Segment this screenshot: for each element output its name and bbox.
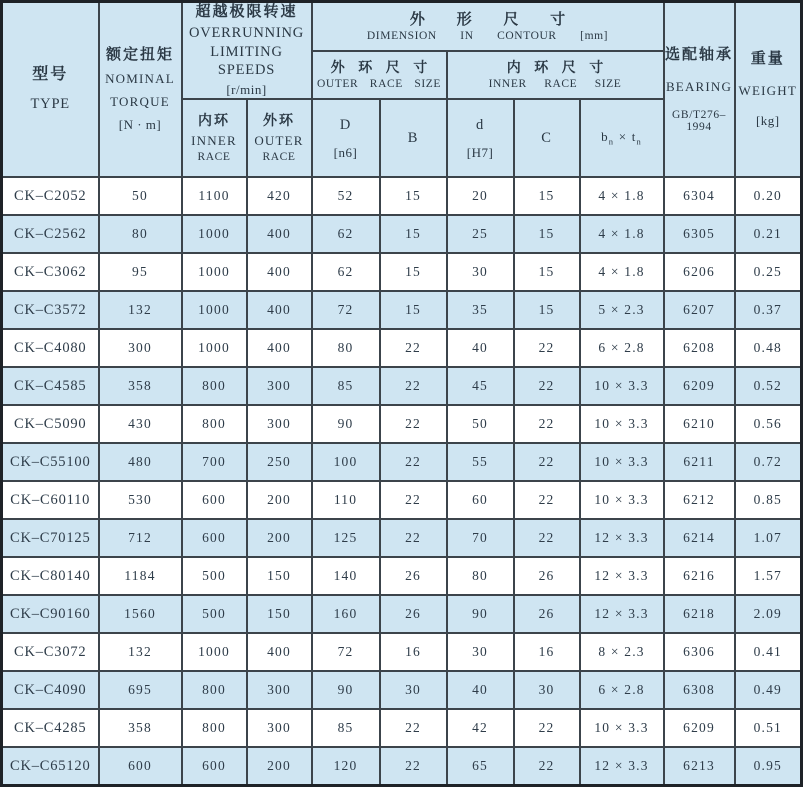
header-bearing [664, 2, 735, 178]
header-weight-en: WEIGHT [738, 82, 798, 98]
cell-inner-diameter: 45 [447, 367, 514, 405]
cell-inner-speed: 600 [182, 519, 247, 557]
cell-bearing: 6214 [664, 519, 735, 557]
cell-bearing: 6212 [664, 481, 735, 519]
header-outer-race-zh: 外环 [263, 114, 295, 130]
cell-weight: 1.57 [735, 557, 802, 595]
cell-outer-diameter: 62 [312, 215, 380, 253]
cell-bearing: 6216 [664, 557, 735, 595]
cell-type: CK–C90160 [2, 595, 99, 633]
cell-outer-width: 30 [380, 671, 447, 709]
cell-inner-diameter: 42 [447, 709, 514, 747]
cell-inner-width: 22 [514, 405, 580, 443]
cell-outer-width: 22 [380, 709, 447, 747]
cell-inner-speed: 1100 [182, 177, 247, 215]
cell-outer-width: 22 [380, 519, 447, 557]
cell-type: CK–C5090 [2, 405, 99, 443]
cell-torque: 300 [99, 329, 182, 367]
cell-outer-diameter: 120 [312, 747, 380, 785]
header-col-d [447, 99, 514, 177]
header-outer-race-en2: RACE [262, 151, 296, 164]
cell-weight: 0.21 [735, 215, 802, 253]
cell-torque: 358 [99, 367, 182, 405]
cell-keyway: 12 × 3.3 [580, 519, 664, 557]
header-inner-race-zh: 内环 [198, 114, 230, 130]
cell-inner-width: 30 [514, 671, 580, 709]
cell-outer-diameter: 80 [312, 329, 380, 367]
cell-weight: 0.37 [735, 291, 802, 329]
cell-bearing: 6306 [664, 633, 735, 671]
header-col-B [380, 99, 447, 177]
cell-type: CK–C2562 [2, 215, 99, 253]
cell-bearing: 6209 [664, 367, 735, 405]
cell-outer-width: 16 [380, 633, 447, 671]
cell-outer-diameter: 100 [312, 443, 380, 481]
cell-weight: 0.51 [735, 709, 802, 747]
table-row [2, 367, 802, 405]
cell-inner-width: 22 [514, 443, 580, 481]
cell-outer-width: 15 [380, 215, 447, 253]
cell-keyway: 5 × 2.3 [580, 291, 664, 329]
header-torque [99, 2, 182, 178]
cell-torque: 132 [99, 291, 182, 329]
cell-weight: 0.41 [735, 633, 802, 671]
cell-keyway: 4 × 1.8 [580, 177, 664, 215]
cell-type: CK–C70125 [2, 519, 99, 557]
cell-inner-diameter: 20 [447, 177, 514, 215]
cell-inner-width: 22 [514, 367, 580, 405]
cell-type: CK–C4585 [2, 367, 99, 405]
header-col-C [514, 99, 580, 177]
cell-keyway: 10 × 3.3 [580, 709, 664, 747]
header-torque-zh: 额定扭矩 [105, 47, 174, 64]
cell-bearing: 6213 [664, 747, 735, 785]
header-col-bt-formula: $b_n \times t_n$ [601, 128, 642, 147]
header-outer-race-en1: OUTER [254, 132, 304, 148]
cell-outer-speed: 300 [247, 367, 312, 405]
cell-outer-width: 22 [380, 747, 447, 785]
cell-type: CK–C60110 [2, 481, 99, 519]
cell-outer-width: 22 [380, 367, 447, 405]
cell-inner-diameter: 70 [447, 519, 514, 557]
cell-inner-width: 15 [514, 215, 580, 253]
header-inner-race-en1: INNER [191, 132, 237, 148]
cell-weight: 0.56 [735, 405, 802, 443]
cell-inner-diameter: 60 [447, 481, 514, 519]
cell-type: CK–C3062 [2, 253, 99, 291]
cell-inner-diameter: 30 [447, 253, 514, 291]
header-bearing-en: BEARING [665, 78, 733, 94]
header-torque-unit: [N · m] [118, 116, 162, 132]
cell-keyway: 12 × 3.3 [580, 595, 664, 633]
header-weight [735, 2, 802, 178]
cell-outer-width: 26 [380, 557, 447, 595]
cell-keyway: 10 × 3.3 [580, 481, 664, 519]
cell-bearing: 6208 [664, 329, 735, 367]
cell-bearing: 6210 [664, 405, 735, 443]
cell-torque: 50 [99, 177, 182, 215]
cell-outer-diameter: 125 [312, 519, 380, 557]
cell-inner-diameter: 30 [447, 633, 514, 671]
cell-outer-speed: 300 [247, 709, 312, 747]
cell-torque: 1560 [99, 595, 182, 633]
cell-torque: 600 [99, 747, 182, 785]
cell-inner-width: 22 [514, 519, 580, 557]
cell-outer-speed: 420 [247, 177, 312, 215]
cell-keyway: 12 × 3.3 [580, 557, 664, 595]
header-inner-race-en2: RACE [197, 151, 231, 164]
cell-type: CK–C3572 [2, 291, 99, 329]
cell-bearing: 6211 [664, 443, 735, 481]
cell-inner-speed: 1000 [182, 633, 247, 671]
cell-torque: 530 [99, 481, 182, 519]
cell-inner-width: 15 [514, 291, 580, 329]
cell-inner-speed: 800 [182, 709, 247, 747]
cell-outer-speed: 400 [247, 633, 312, 671]
header-col-d-unit: [H7] [466, 144, 494, 160]
cell-keyway: 6 × 2.8 [580, 329, 664, 367]
cell-outer-speed: 400 [247, 329, 312, 367]
header-type-zh: 型号 [32, 66, 69, 84]
cell-torque: 480 [99, 443, 182, 481]
cell-inner-speed: 1000 [182, 215, 247, 253]
cell-inner-width: 15 [514, 177, 580, 215]
header-speeds-unit: [r/min] [226, 82, 267, 98]
header-outer-race-size-en: OUTER RACE SIZE [317, 77, 442, 90]
cell-outer-speed: 400 [247, 291, 312, 329]
header-outer-race [247, 99, 312, 177]
header-type [2, 2, 99, 178]
cell-outer-width: 15 [380, 291, 447, 329]
cell-weight: 0.48 [735, 329, 802, 367]
cell-type: CK–C3072 [2, 633, 99, 671]
cell-inner-diameter: 25 [447, 215, 514, 253]
cell-outer-diameter: 110 [312, 481, 380, 519]
cell-outer-width: 22 [380, 481, 447, 519]
cell-bearing: 6305 [664, 215, 735, 253]
cell-outer-speed: 200 [247, 481, 312, 519]
cell-inner-diameter: 65 [447, 747, 514, 785]
cell-outer-speed: 300 [247, 405, 312, 443]
table-row [2, 291, 802, 329]
header-dimension-zh: 外 形 尺 寸 [409, 12, 580, 29]
cell-outer-width: 22 [380, 405, 447, 443]
cell-outer-diameter: 85 [312, 709, 380, 747]
cell-torque: 95 [99, 253, 182, 291]
table-row [2, 709, 802, 747]
cell-inner-speed: 500 [182, 557, 247, 595]
header-outer-race-size [312, 51, 447, 99]
header-col-bt [580, 99, 664, 177]
header-speeds-en2: LIMITING SPEEDS [210, 43, 283, 79]
cell-keyway: 12 × 3.3 [580, 747, 664, 785]
table-row [2, 747, 802, 785]
cell-bearing: 6207 [664, 291, 735, 329]
cell-outer-speed: 400 [247, 215, 312, 253]
cell-keyway: 10 × 3.3 [580, 405, 664, 443]
cell-inner-speed: 800 [182, 671, 247, 709]
header-outer-race-size-zh: 外 环 尺 寸 [330, 61, 433, 77]
cell-outer-speed: 150 [247, 595, 312, 633]
cell-outer-speed: 200 [247, 747, 312, 785]
cell-outer-width: 22 [380, 443, 447, 481]
cell-inner-speed: 1000 [182, 253, 247, 291]
header-inner-race-size-en: INNER RACE SIZE [488, 77, 622, 90]
cell-weight: 0.72 [735, 443, 802, 481]
cell-keyway: 6 × 2.8 [580, 671, 664, 709]
table-row [2, 671, 802, 709]
cell-inner-diameter: 50 [447, 405, 514, 443]
header-bearing-zh: 选配轴承 [665, 46, 734, 63]
cell-bearing: 6218 [664, 595, 735, 633]
header-inner-race [182, 99, 247, 177]
table-row [2, 253, 802, 291]
header-inner-race-size-zh: 内 环 尺 寸 [506, 61, 609, 77]
cell-outer-speed: 400 [247, 253, 312, 291]
cell-inner-width: 16 [514, 633, 580, 671]
cell-torque: 1184 [99, 557, 182, 595]
cell-type: CK–C55100 [2, 443, 99, 481]
cell-inner-speed: 800 [182, 367, 247, 405]
table-header [2, 2, 802, 178]
cell-type: CK–C4285 [2, 709, 99, 747]
cell-inner-width: 22 [514, 481, 580, 519]
cell-outer-width: 15 [380, 177, 447, 215]
cell-outer-width: 15 [380, 253, 447, 291]
cell-type: CK–C4080 [2, 329, 99, 367]
cell-outer-speed: 200 [247, 519, 312, 557]
header-col-D [312, 99, 380, 177]
cell-type: CK–C80140 [2, 557, 99, 595]
cell-outer-speed: 300 [247, 671, 312, 709]
cell-inner-diameter: 35 [447, 291, 514, 329]
table-row [2, 633, 802, 671]
table-row [2, 481, 802, 519]
cell-type: CK–C2052 [2, 177, 99, 215]
cell-outer-diameter: 72 [312, 291, 380, 329]
spec-table-body [2, 177, 802, 785]
cell-outer-diameter: 52 [312, 177, 380, 215]
cell-inner-speed: 1000 [182, 329, 247, 367]
table-row [2, 177, 802, 215]
table-row [2, 595, 802, 633]
cell-inner-diameter: 90 [447, 595, 514, 633]
header-torque-en2: TORQUE [110, 94, 170, 110]
header-col-B-symbol: B [407, 129, 419, 146]
cell-keyway: 4 × 1.8 [580, 253, 664, 291]
header-speeds [182, 2, 312, 100]
table-row [2, 557, 802, 595]
cell-keyway: 4 × 1.8 [580, 215, 664, 253]
cell-keyway: 10 × 3.3 [580, 443, 664, 481]
cell-weight: 0.52 [735, 367, 802, 405]
header-dimension [312, 2, 664, 52]
cell-weight: 1.07 [735, 519, 802, 557]
header-col-C-symbol: C [541, 129, 552, 146]
header-weight-unit: [kg] [755, 113, 780, 129]
header-inner-race-size [447, 51, 664, 99]
cell-outer-diameter: 85 [312, 367, 380, 405]
cell-torque: 430 [99, 405, 182, 443]
cell-inner-width: 26 [514, 557, 580, 595]
cell-type: CK–C4090 [2, 671, 99, 709]
table-row [2, 329, 802, 367]
cell-inner-width: 22 [514, 709, 580, 747]
cell-torque: 80 [99, 215, 182, 253]
cell-bearing: 6206 [664, 253, 735, 291]
cell-bearing: 6209 [664, 709, 735, 747]
cell-outer-width: 22 [380, 329, 447, 367]
cell-weight: 0.49 [735, 671, 802, 709]
cell-inner-speed: 1000 [182, 291, 247, 329]
cell-bearing: 6308 [664, 671, 735, 709]
header-col-d-symbol: d [475, 116, 485, 133]
header-speeds-zh: 超越极限转速 [195, 4, 298, 20]
header-col-D-unit: [n6] [333, 144, 358, 160]
cell-keyway: 8 × 2.3 [580, 633, 664, 671]
cell-inner-speed: 700 [182, 443, 247, 481]
cell-outer-diameter: 62 [312, 253, 380, 291]
cell-outer-diameter: 72 [312, 633, 380, 671]
table-row [2, 215, 802, 253]
cell-weight: 0.25 [735, 253, 802, 291]
header-weight-zh: 重量 [750, 50, 785, 67]
cell-inner-diameter: 40 [447, 329, 514, 367]
cell-inner-diameter: 80 [447, 557, 514, 595]
cell-inner-width: 22 [514, 747, 580, 785]
cell-inner-speed: 500 [182, 595, 247, 633]
table-row [2, 443, 802, 481]
cell-outer-diameter: 90 [312, 671, 380, 709]
cell-weight: 0.95 [735, 747, 802, 785]
header-torque-en1: NOMINAL [105, 71, 175, 87]
cell-type: CK–C65120 [2, 747, 99, 785]
cell-torque: 712 [99, 519, 182, 557]
cell-inner-speed: 800 [182, 405, 247, 443]
cell-outer-diameter: 140 [312, 557, 380, 595]
cell-inner-width: 22 [514, 329, 580, 367]
header-col-D-symbol: D [339, 116, 352, 133]
cell-inner-speed: 600 [182, 481, 247, 519]
cell-outer-diameter: 160 [312, 595, 380, 633]
cell-keyway: 10 × 3.3 [580, 367, 664, 405]
cell-torque: 695 [99, 671, 182, 709]
cell-weight: 0.85 [735, 481, 802, 519]
cell-outer-speed: 150 [247, 557, 312, 595]
header-speeds-en1: OVERRUNNING [188, 24, 305, 41]
header-dimension-en: DIMENSION IN CONTOUR [mm] [366, 29, 609, 42]
cell-inner-speed: 600 [182, 747, 247, 785]
table-row [2, 405, 802, 443]
cell-inner-diameter: 55 [447, 443, 514, 481]
table-row [2, 519, 802, 557]
cell-weight: 0.20 [735, 177, 802, 215]
cell-weight: 2.09 [735, 595, 802, 633]
cell-torque: 132 [99, 633, 182, 671]
cell-outer-diameter: 90 [312, 405, 380, 443]
header-bearing-std: GB/T276–1994 [672, 109, 727, 134]
cell-outer-speed: 250 [247, 443, 312, 481]
cell-torque: 358 [99, 709, 182, 747]
cell-inner-width: 15 [514, 253, 580, 291]
cell-inner-diameter: 40 [447, 671, 514, 709]
cell-outer-width: 26 [380, 595, 447, 633]
cell-bearing: 6304 [664, 177, 735, 215]
header-type-en: TYPE [30, 96, 70, 113]
cell-inner-width: 26 [514, 595, 580, 633]
